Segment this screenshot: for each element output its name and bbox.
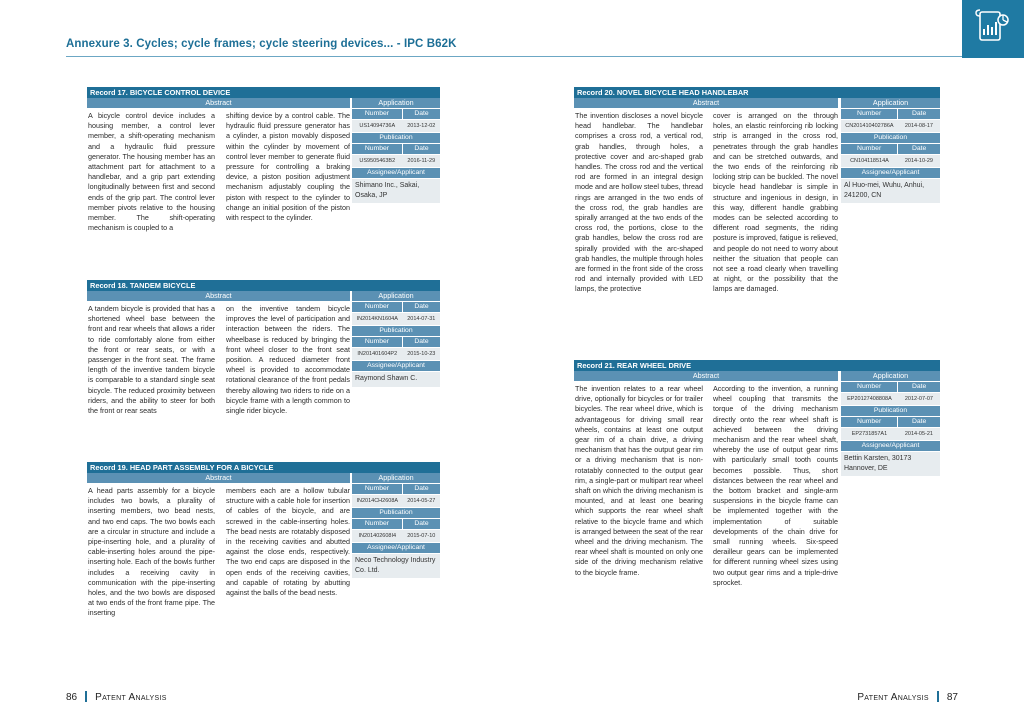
publication-header: Publication: [841, 133, 940, 143]
record-18: [87, 280, 440, 451]
abstract-header: Abstract: [87, 98, 350, 108]
abstract-header: Abstract: [574, 371, 838, 381]
assignee-header: Assignee/Applicant: [841, 441, 940, 451]
header-rule: [66, 56, 962, 57]
app-number: CN201410402786A: [845, 123, 894, 129]
assignee-header: Assignee/Applicant: [841, 168, 940, 178]
assignee-value: Neco Technology Industry Co. Ltd.: [352, 554, 440, 578]
footer-label-left: Patent Analysis: [95, 692, 167, 703]
record-20: [574, 87, 940, 358]
footer-left: [66, 691, 167, 703]
assignee-header: Assignee/Applicant: [352, 168, 440, 178]
assignee-header: Assignee/Applicant: [352, 361, 440, 371]
application-header: Application: [352, 473, 440, 483]
assignee-header: Assignee/Applicant: [352, 543, 440, 553]
application-panel: [352, 291, 440, 387]
pub-date: 2015-07-10: [407, 533, 436, 539]
number-label: Number: [841, 109, 897, 119]
pub-date: 2016-11-29: [407, 158, 436, 164]
number-label: Number: [352, 519, 402, 529]
record-title: Record 17. BICYCLE CONTROL DEVICE: [87, 87, 440, 98]
document-chart-icon: [975, 9, 1011, 47]
abstract-col-1: A tandem bicycle is provided that has a shortened wheel base between the front and rear wheels that allows a rider to ride comfortably alone from either the front or rear seats, or with a passenger in the front seat. The frame length of the inventive tandem bicycle is comparable to a standard single seat bicycle. The reduced proximity between riders, and the ability to steer for both the front or rear seats: [88, 304, 215, 416]
number-label: Number: [841, 417, 897, 427]
abstract-header: Abstract: [87, 473, 350, 483]
corner-badge: [962, 0, 1024, 58]
app-date: 2014-07-31: [407, 316, 436, 322]
pub-number: IN201401604P2: [357, 351, 398, 357]
publication-header: Publication: [352, 326, 440, 336]
application-panel: [841, 371, 940, 476]
abstract-header: Abstract: [87, 291, 350, 301]
number-label: Number: [352, 484, 402, 494]
number-label: Number: [352, 337, 402, 347]
abstract-col-2: members each are a hollow tubular structure with a cable hole for insertion of cables of the bicycle, and are screwed in the cable-inserting holes. The bead nests are rotatably disposed in the receiving cavities and abutted against the close ends, respectively. The two end caps are disposed in the open ends of the receiving cavities, and capable of rotating by abutting against the balls of the bead nests.: [226, 486, 350, 598]
abstract-col-2: shifting device by a control cable. The hydraulic fluid pressure generator has a cylinder, a piston movably disposed within the cylinder by movement of control lever member to generate fluid pressure for controlling a braking device, a piston position adjustment mechanism adjustably coupling the piston with respect to the cylinder to change an initial position of the piston with respect to the cylinder.: [226, 111, 350, 223]
date-label: Date: [403, 144, 440, 154]
application-panel: [352, 98, 440, 203]
page-number-left: 86: [66, 692, 78, 703]
date-label: Date: [898, 382, 940, 392]
number-label: Number: [841, 144, 897, 154]
application-panel: [841, 98, 940, 203]
assignee-value: Al Huo-mei, Wuhu, Anhui, 241200, CN: [841, 179, 940, 203]
abstract-header: Abstract: [574, 98, 838, 108]
assignee-value: Raymond Shawn C.: [352, 372, 440, 387]
pub-date: 2015-10-23: [407, 351, 436, 357]
publication-header: Publication: [352, 508, 440, 518]
record-title: Record 19. HEAD PART ASSEMBLY FOR A BICYCLE: [87, 462, 440, 473]
app-date: 2013-12-02: [407, 123, 436, 129]
application-header: Application: [841, 98, 940, 108]
record-21: [574, 360, 940, 656]
date-label: Date: [898, 144, 940, 154]
annex-title: Annexure 3. Cycles; cycle frames; cycle steering devices... - IPC B62K: [66, 38, 457, 50]
publication-header: Publication: [352, 133, 440, 143]
footer-separator: [85, 691, 87, 702]
app-number: EP20127408808A: [847, 396, 892, 402]
assignee-value: Shimano Inc., Sakai, Osaka, JP: [352, 179, 440, 203]
record-title: Record 21. REAR WHEEL DRIVE: [574, 360, 940, 371]
footer-right: [857, 691, 958, 703]
abstract-col-2: cover is arranged on the through holes, an elastic reinforcing rib locking strip is arranged in the cross rod, penetrates through the grab handles and can be stretched outwards, and the two ends of the reinforcing rib locking strip can be buckled. The novel bicycle head handlebar is simple in structure and ingenious in design, in this way, different handle grabbing modes can be selected according to different road segments, the riding posture is improved, fatigue is relieved, and people do not need to worry about neither the situation that people can not see a road clearly when travelling at night, or the possibility that the lamps are damaged.: [713, 111, 838, 294]
app-number: IN2014KN1604A: [356, 316, 398, 322]
date-label: Date: [403, 109, 440, 119]
record-title: Record 18. TANDEM BICYCLE: [87, 280, 440, 291]
application-header: Application: [352, 98, 440, 108]
abstract-col-1: The invention relates to a rear wheel drive, optionally for bicycles or for trailer bicycles. The rear wheel drive, which is advantageous for driving small rear wheels, contains at least one output gear rim of a chain drive, a driving mechanism that has the output gear rim or a driving mechanism that is non-rotatably connected to the output gear rim, a single-part or multipart rear wheel shaft on which the driving mechanism is mounted, and at least one bearing which supports the rear wheel shaft relative to the bicycle frame and which is arranged between the seat of the rear wheel and the driving mechanism. The rear wheel shaft is mounted on only one side of the driving mechanism relative to the bicycle frame.: [575, 384, 703, 577]
assignee-value: Bettin Karsten, 30173 Hannover, DE: [841, 452, 940, 476]
app-date: 2012-07-07: [904, 396, 933, 402]
footer-separator: [937, 691, 939, 702]
pub-date: 2014-10-29: [904, 158, 933, 164]
date-label: Date: [403, 484, 440, 494]
abstract-col-2: According to the invention, a running wheel coupling that transmits the torque of the driving mechanism directly onto the rear wheel shaft is achieved between the driving mechanism and the rear wheel shaft, whereby the use of output gear rims with particularly small tooth counts becomes possible. Thus, short distances between the rear wheel and the bottom bracket and single-arm suspensions in the bicycle frame can be implemented together with the implementation of suitable developments of the chain drive for small running wheels. Six-speed derailleur gears can be implemented for different running wheel sizes using two output gear rims and a triple-drive sprocket.: [713, 384, 838, 587]
date-label: Date: [403, 337, 440, 347]
application-header: Application: [352, 291, 440, 301]
pub-date: 2014-05-21: [904, 431, 933, 437]
app-date: 2014-05-27: [407, 498, 436, 504]
app-number: IN2014CH2608A: [356, 498, 399, 504]
application-header: Application: [841, 371, 940, 381]
record-title: Record 20. NOVEL BICYCLE HEAD HANDLEBAR: [574, 87, 940, 98]
abstract-col-2: on the inventive tandem bicycle improves the level of participation and interaction between the riders. The wheelbase is reduced by bringing the front wheel closer to the front seat position. A reduced diameter front wheel is provided to accommodate rotational clearance of the front pedals thereby allowing two riders to ride on a bicycle frame with a length common to single rider bicycle.: [226, 304, 350, 416]
abstract-col-1: A bicycle control device includes a housing member, a control lever member, a shift-operating mechanism and a hydraulic fluid pressure generator. The housing member has an attachment part for attachment to a handlebar, and a grip part extending longitudinally between first and second ends of the grip part. The control lever member pivots relative to the housing member. The shift-operating mechanism is coupled to a: [88, 111, 215, 233]
number-label: Number: [352, 144, 402, 154]
publication-header: Publication: [841, 406, 940, 416]
pub-number: CN104118514A: [850, 158, 889, 164]
abstract-col-1: The invention discloses a novel bicycle head handlebar. The handlebar comprises a cross rod, a vertical rod, grab handles, through holes, a protective cover and arc-shaped grab handles. The cross rod and the vertical rod are formed in an integral design mode and are hollow steel tubes, thread rings are arranged in the two ends of the cross rod, the grab handles are spirally arranged at the two ends of the cross rod, the portions, close to the grab handles, below the cross rod are spirally provided with the arc-shaped grab handles, the multiple through holes are formed in the front side of the cross rod and internally provided with LED lamps, the protective: [575, 111, 703, 294]
number-label: Number: [841, 382, 897, 392]
abstract-col-1: A head parts assembly for a bicycle includes two bowls, a plurality of inserting members, two bead nests, and two end caps. The two bowls each are a circular in structure and include a pipe-inserting hole, and a plurality of cable-inserting holes around the pipe-inserting hole. Each of the bowls further includes a receiving cavity in communication with the pipe-inserting holes, and the two bowls are disposed at two ends of the front frame pipe. The inserting: [88, 486, 215, 618]
date-label: Date: [898, 109, 940, 119]
record-19: [87, 462, 440, 673]
date-label: Date: [403, 302, 440, 312]
pub-number: EP2731857A1: [851, 431, 888, 437]
application-panel: [352, 473, 440, 578]
app-number: US14094736A: [359, 123, 396, 129]
app-date: 2014-08-17: [904, 123, 933, 129]
number-label: Number: [352, 302, 402, 312]
pub-number: IN201402608I4: [358, 533, 397, 539]
pub-number: US9505463B2: [359, 158, 396, 164]
date-label: Date: [898, 417, 940, 427]
footer-label-right: Patent Analysis: [857, 692, 929, 703]
page-number-right: 87: [946, 692, 958, 703]
record-17: [87, 87, 440, 273]
date-label: Date: [403, 519, 440, 529]
number-label: Number: [352, 109, 402, 119]
